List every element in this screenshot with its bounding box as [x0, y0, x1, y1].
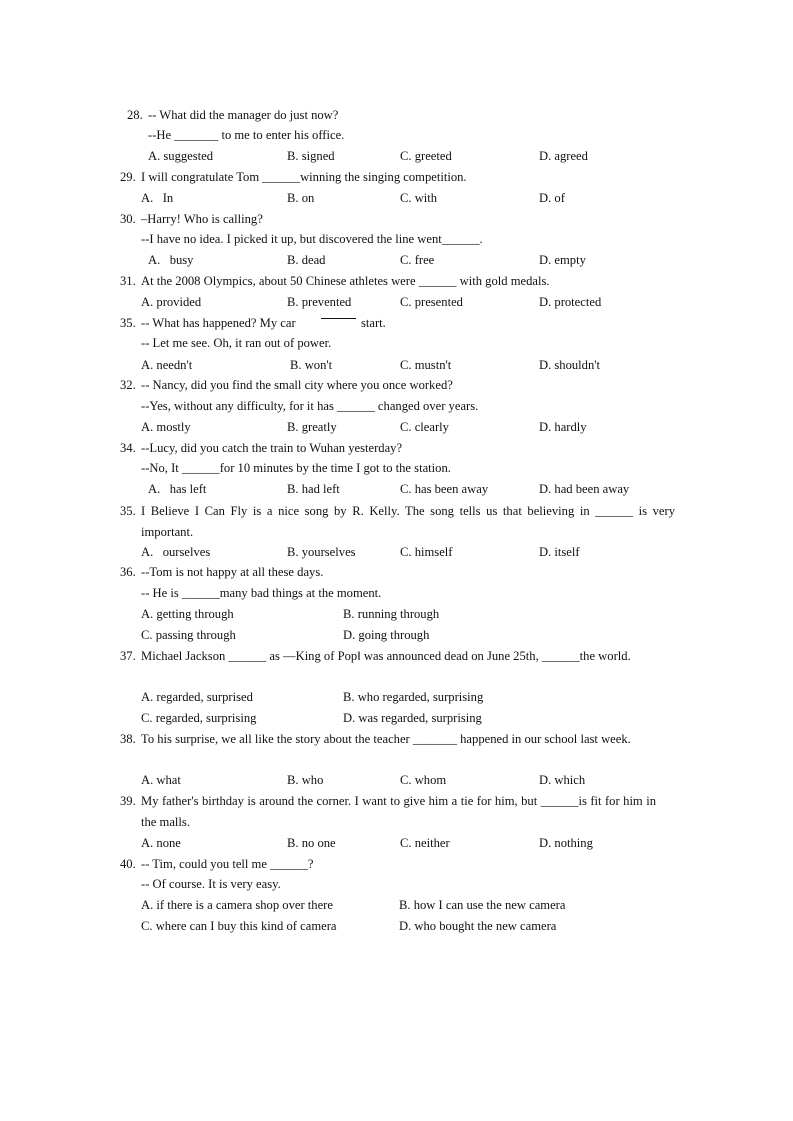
option-a[interactable]: A. mostly	[141, 420, 191, 434]
question-stem: --Tom is not happy at all these days.	[141, 565, 324, 579]
option-a[interactable]: A. ourselves	[141, 545, 211, 559]
question-stem: -- Nancy, did you find the small city where you once worked?	[141, 378, 453, 392]
option-d[interactable]: D. of	[539, 191, 565, 205]
option-c[interactable]: C. mustn't	[400, 358, 452, 372]
question-number: 29.	[120, 170, 136, 184]
option-d[interactable]: D. empty	[539, 253, 586, 267]
question-stem: To his surprise, we all like the story about the teacher _______ happened in our school last week.	[141, 732, 631, 746]
question-30	[0, 210, 263, 228]
option-a[interactable]: A. In	[141, 191, 174, 205]
option-d[interactable]: D. shouldn't	[539, 358, 601, 372]
question-37-options-ab	[0, 688, 484, 706]
option-c[interactable]: C. free	[400, 253, 435, 267]
option-a[interactable]: A. if there is a camera shop over there	[141, 898, 333, 912]
option-d[interactable]: D. had been away	[539, 482, 630, 496]
question-37-options-cd	[0, 709, 482, 727]
option-b[interactable]: B. greatly	[287, 420, 337, 434]
option-c[interactable]: C. presented	[400, 295, 463, 309]
option-d[interactable]: D. nothing	[539, 836, 593, 850]
option-b[interactable]: B. signed	[287, 149, 335, 163]
question-39-options	[0, 834, 593, 852]
question-line: --He _______ to me to enter his office.	[148, 128, 345, 142]
option-b[interactable]: B. had left	[287, 482, 340, 496]
option-b[interactable]: B. who regarded, surprising	[343, 690, 484, 704]
question-38-options	[0, 771, 586, 789]
question-line: --I have no idea. I picked it up, but discovered the line went______.	[141, 232, 483, 246]
question-stem: My father's birthday is around the corner. I want to give him a tie for him, but ______is fit for him in the malls.	[141, 794, 656, 829]
option-c[interactable]: C. passing through	[141, 628, 236, 642]
option-c[interactable]: C. where can I buy this kind of camera	[141, 919, 337, 933]
question-number: 40.	[120, 857, 136, 871]
question-stem: –Harry! Who is calling?	[141, 212, 263, 226]
option-a[interactable]: A. provided	[141, 295, 202, 309]
option-d[interactable]: D. was regarded, surprising	[343, 711, 482, 725]
question-line: --Yes, without any difficulty, for it has ______ changed over years.	[141, 399, 479, 413]
question-number: 32.	[120, 378, 136, 392]
question-number: 37.	[120, 649, 136, 663]
question-number: 35.	[120, 504, 136, 518]
option-b[interactable]: B. who	[287, 773, 324, 787]
question-stem: At the 2008 Olympics, about 50 Chinese athletes were ______ with gold medals.	[141, 274, 550, 288]
question-line: -- He is ______many bad things at the moment.	[141, 586, 382, 600]
question-29	[0, 168, 467, 186]
question-32-options	[0, 418, 587, 436]
question-number: 38.	[120, 732, 136, 746]
option-d[interactable]: D. which	[539, 773, 586, 787]
question-30-options	[0, 251, 586, 269]
question-31	[0, 272, 550, 290]
option-a[interactable]: A. needn't	[141, 358, 193, 372]
option-c[interactable]: C. regarded, surprising	[141, 711, 257, 725]
option-a[interactable]: A. regarded, surprised	[141, 690, 253, 704]
question-36-options-ab	[0, 605, 440, 623]
question-number: 31.	[120, 274, 136, 288]
question-number: 39.	[120, 794, 136, 808]
option-a[interactable]: A. what	[141, 773, 181, 787]
option-d[interactable]: D. who bought the new camera	[399, 919, 557, 933]
option-a[interactable]: A. busy	[148, 253, 194, 267]
question-32	[0, 376, 453, 394]
option-d[interactable]: D. itself	[539, 545, 580, 559]
question-37	[0, 647, 136, 665]
question-36	[0, 563, 324, 581]
question-35a-options	[0, 356, 601, 374]
option-b[interactable]: B. prevented	[287, 295, 352, 309]
question-34-reply	[0, 459, 451, 477]
option-c[interactable]: C. greeted	[400, 149, 452, 163]
question-stem-end: start.	[361, 316, 386, 330]
option-b[interactable]: B. won't	[290, 358, 333, 372]
question-32-reply	[0, 397, 479, 415]
option-a[interactable]: A. has left	[148, 482, 207, 496]
option-b[interactable]: B. no one	[287, 836, 336, 850]
question-number: 36.	[120, 565, 136, 579]
question-36-reply	[0, 584, 382, 602]
option-c[interactable]: C. with	[400, 191, 438, 205]
answer-blank	[321, 318, 356, 319]
question-30-reply	[0, 230, 483, 248]
option-b[interactable]: B. on	[287, 191, 315, 205]
question-number: 34.	[120, 441, 136, 455]
option-b[interactable]: B. how I can use the new camera	[399, 898, 566, 912]
question-stem: I Believe I Can Fly is a nice song by R. Kelly. The song tells us that believing in ______ is very important.	[141, 504, 675, 539]
question-line: --No, It ______for 10 minutes by the time I got to the station.	[141, 461, 451, 475]
question-36-options-cd	[0, 626, 430, 644]
question-stem: I will congratulate Tom ______winning the singing competition.	[141, 170, 467, 184]
option-d[interactable]: D. agreed	[539, 149, 588, 163]
question-number: 30.	[120, 212, 136, 226]
question-stem: Michael Jackson ______ as ―King of Pop‖ was announced dead on June 25th, ______the world.	[141, 649, 631, 663]
question-35a	[0, 314, 386, 332]
question-31-options	[0, 293, 602, 311]
question-number: 35.	[120, 316, 136, 330]
question-stem: -- Tim, could you tell me ______?	[141, 857, 314, 871]
option-c[interactable]: C. himself	[400, 545, 453, 559]
question-28-options	[0, 147, 588, 165]
question-39	[0, 792, 136, 810]
option-d[interactable]: D. protected	[539, 295, 602, 309]
option-b[interactable]: B. running through	[343, 607, 440, 621]
option-c[interactable]: C. neither	[400, 836, 450, 850]
question-35b	[0, 502, 136, 520]
question-35a-reply	[0, 334, 332, 352]
question-34-options	[0, 480, 630, 498]
question-40	[0, 855, 314, 873]
question-35b-options	[0, 543, 580, 561]
question-38	[0, 730, 136, 748]
question-stem: --Lucy, did you catch the train to Wuhan yesterday?	[141, 441, 403, 455]
option-c[interactable]: C. clearly	[400, 420, 449, 434]
option-a[interactable]: A. none	[141, 836, 181, 850]
option-d[interactable]: D. hardly	[539, 420, 587, 434]
option-a[interactable]: A. getting through	[141, 607, 234, 621]
option-d[interactable]: D. going through	[343, 628, 430, 642]
question-stem: -- What has happened? My car	[141, 316, 296, 330]
question-28	[0, 106, 339, 124]
question-40-reply	[0, 875, 281, 893]
question-29-options	[0, 189, 565, 207]
option-c[interactable]: C. whom	[400, 773, 447, 787]
option-c[interactable]: C. has been away	[400, 482, 489, 496]
question-40-options-ab	[0, 896, 566, 914]
question-line: -- Of course. It is very easy.	[141, 877, 281, 891]
question-line: -- Let me see. Oh, it ran out of power.	[141, 336, 332, 350]
question-number: 28.	[127, 108, 143, 122]
question-40-options-cd	[0, 917, 557, 935]
option-b[interactable]: B. dead	[287, 253, 326, 267]
question-stem: -- What did the manager do just now?	[148, 108, 339, 122]
option-a[interactable]: A. suggested	[148, 149, 214, 163]
question-28-reply	[0, 126, 345, 144]
option-b[interactable]: B. yourselves	[287, 545, 356, 559]
question-34	[0, 439, 403, 457]
